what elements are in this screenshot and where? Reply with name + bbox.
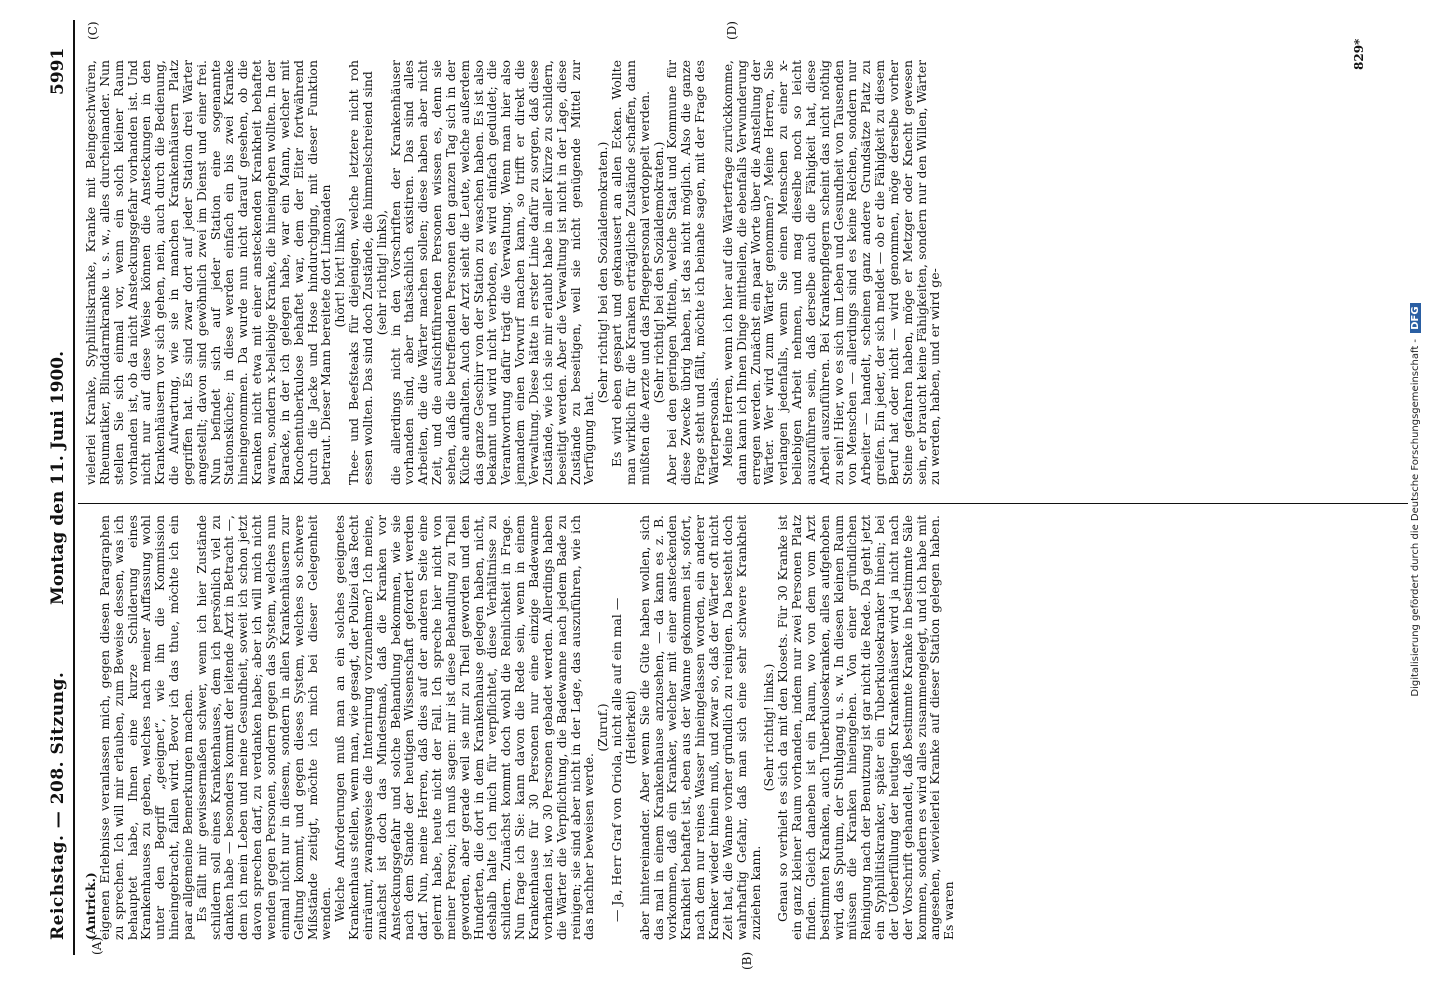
paragraph: — Ja, Herr Graf von Oriola, nicht alle auf ein mal — — [609, 597, 625, 922]
paragraph: Thee- und Beefsteaks für diejenigen, welche letztere nicht roh essen wollten. Das sind doch Zustände, die himmelschreiend sind — [346, 60, 375, 485]
footer-text: Digitalisierung gefördert durch die Deutsche Forschungsgemeinschaft - — [1410, 338, 1421, 697]
paragraph: vielerlei Kranke, Syphilitiskranke, Kranke mit Beingeschwüren, Rheumatiker, Blinddarmkranke u. s. w., alles durcheinander. Nun stellen Sie sich einmal vor, wenn ein solch kleiner Raum vorhanden ist, ob da nicht Ansteckungsgefahr vorhanden ist. Und nicht nur auf diese Weise können die Ansteckungen in den Krankenhäusern vor sich gehen, nein, auch durch die Bedienung, die Aufwartung, wie sie in manchen Krankenhäusern Platz gegriffen hat. Es sind zwar dort auf jeder Station drei Wärter angestellt; davon sind gewöhnlich zwei im Dienst und einer frei. Nun befindet sich auf jeder Station eine sogenannte Stationsküche; in diese werden einfach ein bis zwei Kranke hineingenommen. Da wurde nun nicht darauf gesehen, ob die Kranken nicht etwa mit einer ansteckenden Krankheit behaftet waren, sondern x-beliebige Kranke, die hineingehen wollten. In der Baracke, in der ich gelegen habe, war ein Mann, welcher mit Knochentuberkulose behaftet war, dem der Eiter fortwährend durch die Jacke und Hose hindurchging, mit dieser Funktion betraut. Dieser Mann bereitete dort Limonaden — [83, 60, 334, 485]
paragraph: Es wird eben gespart und geknausert an allen Ecken. Wollte man wirklich für die Kranken erträgliche Zustände schaffen, dann müßten die Aerzte und das Pflegepersonal verdoppelt werden. — [609, 60, 652, 485]
dfg-logo: DFG — [1410, 303, 1421, 332]
margin-mark-c: (C) — [86, 21, 100, 40]
signature-mark: 829* — [1352, 38, 1366, 70]
paragraph: Welche Anforderungen muß man an ein solches geeignetes Krankenhaus stellen, wenn man, wie gesagt, der Polizei das Recht einräumt, zwangsweise die Internirung vorzunehmen? Ich meine, zunächst ist doch das Mindestmaß, daß die Kranken vor Ansteckungsgefahr und solche Behandlung bekommen, wie sie nach dem Stande der heutigen Wissenschaft gefordert werden darf. Nun, meine Herren, daß dies auf der anderen Seite eine gelernt habe, heute nicht der Fall. Ich spreche hier nicht von meiner Person; ich muß sagen: mir ist diese Behandlung zu Theil geworden, aber gerade weil sie mir zu Theil geworden und den Hunderten, die dort in dem Krankenhause gelegen haben, nicht, deshalb halte ich mich für verpflichtet, diese Verhältnisse zu schildern. Zunächst kommt doch wohl die Reinlichkeit in Frage. Nun frage ich Sie: kann davon die Rede sein, wenn in einem Krankenhause für 30 Personen nur eine einzige Badewanne vorhanden ist, wo 30 Personen gebadet werden. Allerdings haben die Wärter die Verpflichtung, die Badewanne nach jedem Bade zu reinigen; sie sind aber nicht in der Lage, das auszuführen, wie ich das nachher beweisen werde. — [332, 515, 597, 940]
paragraph: Meine Herren, wenn ich hier auf die Wärterfrage zurückkomme, dann kann ich Ihnen Dinge mittheilen, die ebenfalls Verwunderung erregen werden. Zunächst ein paar Worte über die Anstellung der Wärter. Wer wird zum Wärter genommen? Meine Herren, Sie verlangen jedenfalls, wenn Sie einen Menschen zu einer x-beliebigen Arbeit nehmen, und mag dieselbe noch so leicht auszuführen sein, daß derselbe auch die Fähigkeit hat, diese Arbeit auszuführen. Bei Krankenpflegern scheint das nicht nöthig zu sein! Hier, wo es sich um Leben und Gesundheit von Tausenden von Menschen — allerdings sind es keine Reichen, sondern nur Arbeiter — handelt, scheinen ganz andere Grundsätze Platz zu greifen. Ein jeder, der sich meldet — ob er die Fähigkeit zu diesem Beruf hat oder nicht — wird genommen, möge derselbe vorher Steine gefahren haben, möge er Metzger oder Knecht gewesen sein, er braucht keine Fähigkeiten, sondern nur den Willen, Wärter zu werden, haben, und er wird ge- — [719, 60, 943, 485]
speaker-name: (Antrick.) — [83, 872, 98, 940]
margin-mark-d: (D) — [725, 21, 739, 40]
interjection: (hört! hört! links) — [332, 217, 348, 328]
interjection: (Sehr richtig! links.) — [761, 663, 777, 792]
header-date: Montag den 11. Juni 1900. — [48, 350, 68, 605]
paragraph: eigenen Erlebnisse veranlassen mich, gegen diesen Paragraphen zu sprechen. Ich will mir erlauben, zum Beweise dessen, was ich behauptet habe, Ihnen eine kurze Schilderung eines Krankenhauses zu geben, welches nach meiner Auffassung wohl unter den Begriff „geeignet“, wie ihn die Kommission hineingebracht, fallen wird. Bevor ich das thue, möchte ich ein paar allgemeine Bemerkungen machen. — [96, 515, 195, 940]
paragraph: Aber bei den geringen Mitteln, welche Staat und Kommune für diese Zwecke übrig haben, ist das nicht möglich. Also die ganze Frage steht und fällt, möchte ich beinahe sagen, mit der Frage des Wärterpersonals. — [664, 60, 721, 485]
paragraph: die allerdings nicht in den Vorschriften der Krankenhäuser vorhanden sind, aber thatsächlich existiren. Das sind alles Arbeiten, die die Wärter machen sollen; diese haben aber nicht Zeit, und die aufsichtführenden Personen wissen es, denn sie sehen, daß die betreffenden Personen den ganzen Tag sich in der Küche aufhalten. Auch der Arzt sieht die Leute, welche außerdem das ganze Geschirr von der Station zu waschen haben. Es ist also bekannt und wird nicht verboten, es wird einfach geduldet; die Verantwortung dafür trägt die Verwaltung. Wenn man hier also jemandem einen Vorwurf machen kann, so trifft er direkt die Verwaltung. Diese hätte in erster Linie dafür zu sorgen, daß diese Zustände, wie ich sie mir erlaubt habe in aller Kürze zu schildern, beseitigt werden. Aber die Verwaltung ist nicht in der Lage, diese Zustände zu beseitigen, weil sie nicht genügende Mittel zur Verfügung hat. — [387, 60, 597, 485]
left-column — [84, 515, 956, 940]
interjection: (sehr richtig! links), — [373, 209, 389, 336]
interjection: (Sehr richtig! bei den Sozialdemokraten.) — [650, 141, 666, 404]
paragraph: Es fällt mir gewissermaßen schwer, wenn ich hier Zustände schildern soll eines Krankenhauses, dem ich persönlich viel zu danken habe — besonders kommt der leitende Arzt in Betracht —, dem ich mein Leben und meine Gesundheit, soweit ich schon jetzt davon sprechen darf, zu verdanken habe; aber ich will mich nicht wenden gegen Personen, sondern gegen das System, welches nun einmal nicht nur in diesem, sondern in allen Krankenhäusern zur Geltung kommt, und gegen dieses System, welches so schwere Mißstände zeitigt, möchte ich mich bei dieser Gelegenheit wenden. — [193, 515, 334, 940]
paragraph: Genau so verhielt es sich da mit den Klosets. Für 30 Kranke ist ein ganz kleiner Raum vorhanden, indem nur zwei Personen Platz finden. Gleich daneben ist ein Raum, wo von dem vom Arzt bestimmten Kranken, auch Tuberkulosekranken, alles aufgehoben wird, das Sputum, der Stuhlgang u. s. w. In diesen kleinen Raum müssen die Kranken hineingehen. Von einer gründlichen Reinigung nach der Benutzung ist gar nicht die Rede. Da geht jetzt ein Syphilitiskranker, später ein Tuberkulosekranker hinein; bei der Ueberfüllung der heutigen Krankenhäuser wird ja nicht nach der Vorschrift gehandelt, daß bestimmte Kranke in bestimmte Säle kommen, sondern es wird alles zusammengelegt, und ich habe mit angesehen, wievielerlei Kranke auf dieser Station gelegen haben. Es waren — [775, 515, 957, 940]
column-divider — [78, 503, 1408, 504]
header-session: Reichstag. — 208. Sitzung. — [48, 671, 68, 940]
interjection: (Heiterkeit) — [622, 690, 638, 765]
interjection: (Sehr richtig! bei den Sozialdemokraten.) — [595, 141, 611, 404]
header-rule — [73, 20, 75, 955]
paragraph: aber hintereinander. Aber wenn Sie die Güte haben wollen, sich das mal in einem Krankenhause anzusehen, — da kann es z. B. vorkommen, daß ein Kranker, welcher mit einer ansteckenden Krankheit behaftet ist, eben aus der Wanne gekommen ist, sofort, nach dem nur reines Wasser hineingelassen worden, ein anderer Kranker wieder hinein muß, und zwar so, daß der Wärter oft nicht Zeit hat, die Wanne vorher gründlich zu reinigen. Da besteht doch wahrhaftig Gefahr, daß man sich eine sehr schwere Krankheit zuziehen kann. — [636, 515, 763, 940]
margin-mark-b: (B) — [740, 951, 754, 970]
interjection: (Zuruf.) — [595, 703, 611, 752]
digitization-footer — [1410, 0, 1421, 1000]
right-column — [84, 60, 942, 485]
header-page-number: 5991 — [48, 47, 68, 95]
margin-mark-a: (A) — [90, 936, 104, 955]
